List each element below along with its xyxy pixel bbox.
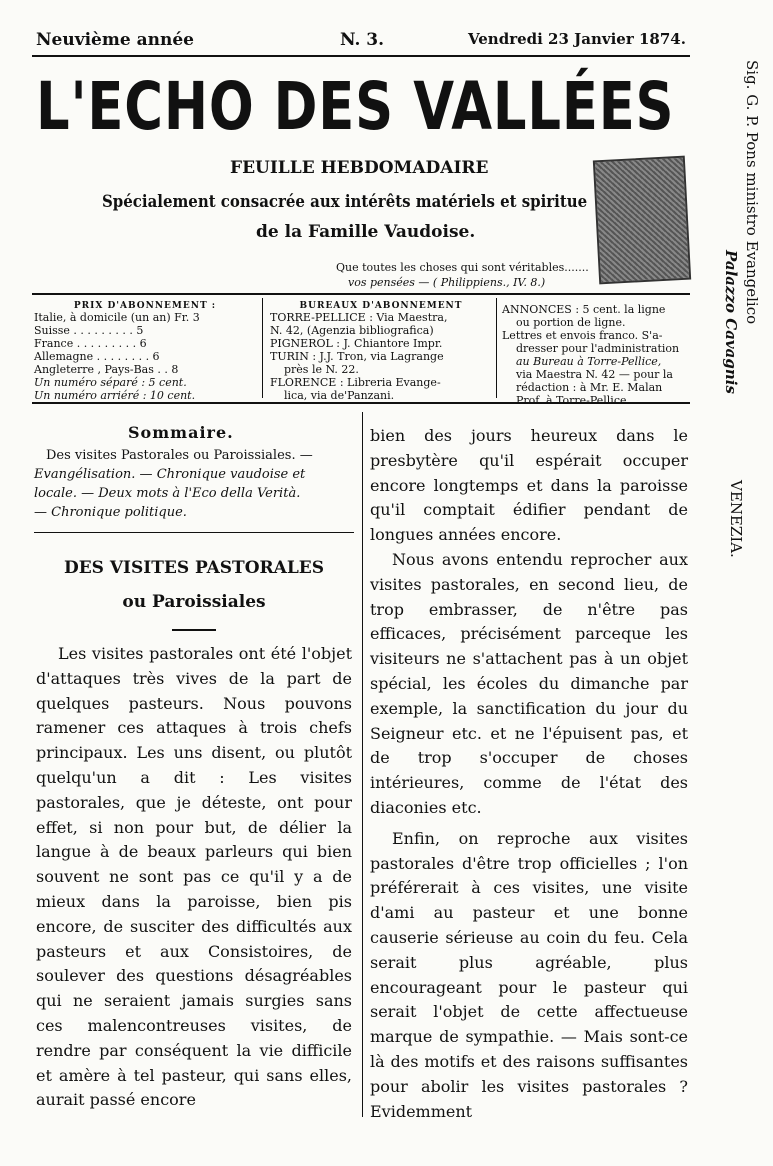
subscription-title: PRIX D'ABONNEMENT : xyxy=(73,301,217,311)
annonces-line: Prof. à Torre-Pellice. xyxy=(516,394,630,407)
subscription-line: Suisse . . . . . . . . . 5 xyxy=(34,324,144,337)
annonces-line: Lettres et envois franco. S'a- xyxy=(502,329,663,342)
sommaire-line: Des visites Pastorales ou Paroissiales. — xyxy=(46,448,313,463)
article-paragraph: bien des jours heureux dans le presbytère qu'il espérait occuper encore longtemps et dans la paroisse qu'il comptait édifier pendant de longues années encore. xyxy=(370,426,688,545)
title-ornament-rule xyxy=(172,629,216,631)
tagline-line-1: Spécialement consacrée aux intérêts matériels et spiritue xyxy=(102,192,588,212)
issue-number: N. 3. xyxy=(340,30,385,50)
bureaux-box xyxy=(270,301,492,402)
sommaire-line: Evangélisation. — Chronique vaudoise et xyxy=(34,467,306,482)
annonces-line: ou portion de ligne. xyxy=(516,316,626,329)
subscription-line: Angleterre , Pays-Bas . . 8 xyxy=(34,363,179,376)
column-divider xyxy=(362,412,363,1117)
sommaire-text xyxy=(34,446,354,522)
postage-stamp xyxy=(593,156,691,285)
info-top-rule xyxy=(32,293,690,295)
margin-address-line-1: Sig. G. P. Pons ministro Evangelico xyxy=(743,60,761,325)
article-subtitle: ou Paroissiales xyxy=(122,592,266,612)
annonces-line: via Maestra N. 42 — pour la xyxy=(516,368,673,381)
subscription-line: France . . . . . . . . . 6 xyxy=(34,337,147,350)
tagline-line-2: de la Famille Vaudoise. xyxy=(256,222,476,242)
bureaux-line: PIGNEROL : J. Chiantore Impr. xyxy=(270,337,443,350)
bureaux-line: TURIN : J.J. Tron, via Lagrange xyxy=(270,350,444,363)
header-rule xyxy=(32,55,690,57)
margin-address-city: VENEZIA. xyxy=(727,480,745,558)
issue-year: Neuvième année xyxy=(36,30,194,50)
article-paragraph: Enfin, on reproche aux visites pastorales d'être trop officielles ; l'on préférerait à ces visites, une visite d'ami au pasteur et une bonne causerie sérieuse au coin du feu. Cela serait plus agréable, plus encourageant pour le pasteur qui serait l'objet de cette affectueuse marque de sympathie. — Mais sont-ce là des motifs et des raisons suffisantes pour abolir les visites pastorales ? Evidemment xyxy=(370,828,688,1121)
annonces-line: rédaction : à Mr. E. Malan xyxy=(516,381,663,394)
sommaire-rule xyxy=(34,532,354,533)
newspaper-title: L'ECHO DES VALLÉES xyxy=(36,68,675,145)
epigraph-line-1: Que toutes les choses qui sont véritables....... xyxy=(336,261,589,274)
epigraph-line-2: vos pensées — ( Philippiens., IV. 8.) xyxy=(348,276,546,289)
info-divider-2 xyxy=(496,298,497,398)
bureaux-line: FLORENCE : Libreria Evange- xyxy=(270,376,441,389)
bureaux-line: N. 42, (Agenzia bibliografica) xyxy=(270,324,434,337)
sommaire-line: — Chronique politique. xyxy=(34,505,187,520)
margin-address-line-2: Palazzo Cavagnis xyxy=(722,250,740,394)
bureaux-line: TORRE-PELLICE : Via Maestra, xyxy=(270,311,448,324)
bureaux-title: BUREAUX D'ABONNEMENT xyxy=(299,301,463,311)
annonces-line: ANNONCES : 5 cent. la ligne xyxy=(502,303,666,316)
info-divider-1 xyxy=(262,298,263,398)
article-column-1 xyxy=(36,642,352,1113)
subtitle: FEUILLE HEBDOMADAIRE xyxy=(230,158,489,178)
annonces-line: au Bureau à Torre-Pellice, xyxy=(516,355,662,368)
subscription-line: Un numéro séparé : 5 cent. xyxy=(34,376,187,389)
annonces-line: dresser pour l'administration xyxy=(516,342,680,355)
bureaux-line: lica, via de'Panzani. xyxy=(284,389,395,402)
subscription-line: Allemagne . . . . . . . . 6 xyxy=(34,350,160,363)
sommaire-title: Sommaire. xyxy=(128,423,234,442)
annonces-box xyxy=(502,303,690,407)
subscription-box xyxy=(34,301,256,402)
article-paragraph: Nous avons entendu reprocher aux visites pastorales, en second lieu, de trop embrasser, de n'être pas efficaces, précisément parceque les visiteurs ne s'attachent pas à un objet spécial, les écoles du dimanche par exemple, la sanctification du jour du Seigneur etc. et ne l'épuisent pas, et de trop s'occuper de choses intérieures, comme de l'état des diaconies etc. xyxy=(370,549,688,817)
article-title: DES VISITES PASTORALES xyxy=(63,558,325,578)
sommaire-line: locale. — Deux mots à l'Eco della Verità. xyxy=(34,486,301,501)
issue-date: Vendredi 23 Janvier 1874. xyxy=(468,30,686,48)
bureaux-line: près le N. 22. xyxy=(284,363,359,376)
article-column-2 xyxy=(370,424,688,1124)
subscription-line: Un numéro arriéré : 10 cent. xyxy=(34,389,196,402)
subscription-line: Italie, à domicile (un an) Fr. 3 xyxy=(34,311,200,324)
article-paragraph: Les visites pastorales ont été l'objet d'attaques très vives de la part de quelques pasteurs. Nous pouvons ramener ces attaques à trois chefs principaux. Les uns disent, ou plutôt quelqu'un a dit : Les visites pastorales, que je déteste, ont pour effet, si non pour but, de délier la langue à de beaux parleurs qui bien souvent ne sont pas ce qu'il y a de mieux dans la paroisse, bien pis encore, de susciter des difficultés aux pasteurs et aux Consistoires, de soulever des questions désagréables qui ne seraient jamais surgies sans ces malencontreuses visites, de rendre par conséquent la vie difficile et amère à tel pasteur, qui sans elles, aurait passé encore xyxy=(36,644,352,1110)
